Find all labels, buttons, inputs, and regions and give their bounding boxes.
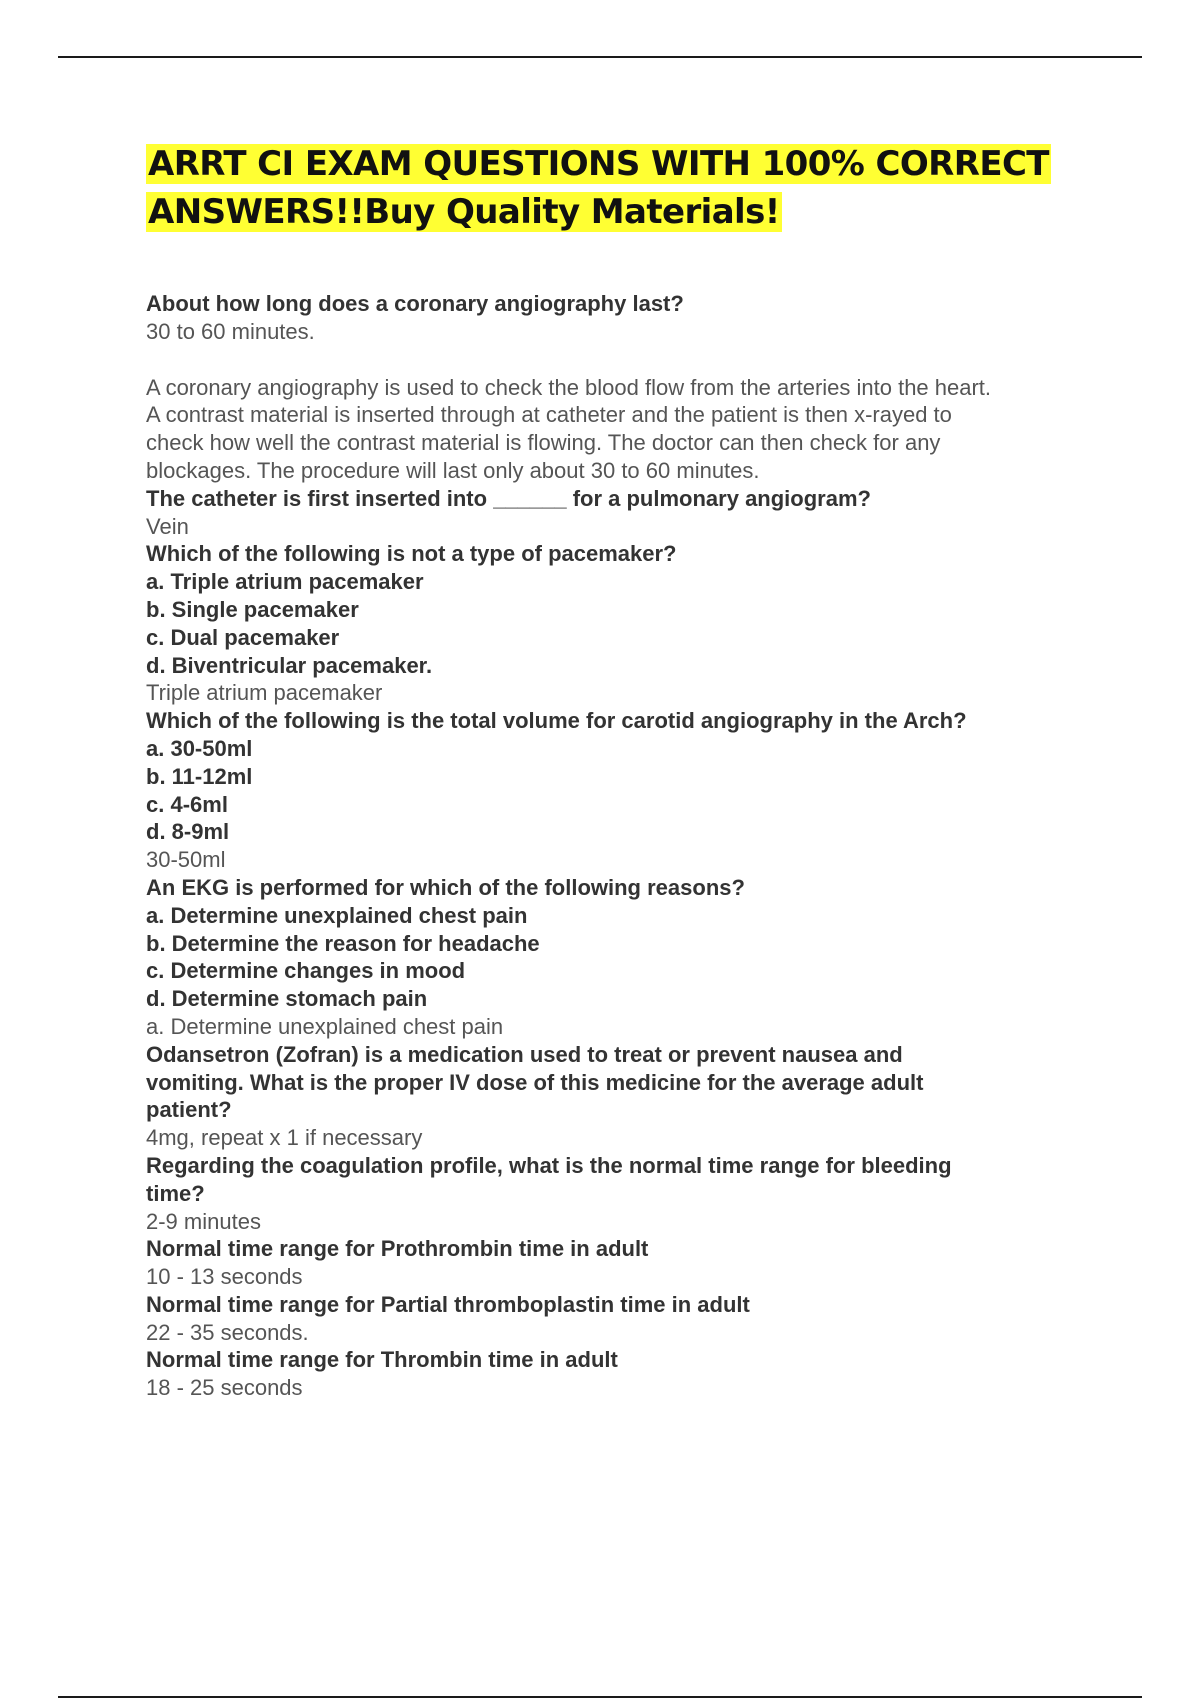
question-text: About how long does a coronary angiography last? [146,291,684,316]
explanation-line: A contrast material is inserted through at catheter and the patient is then x-rayed to [146,402,952,428]
qa-item [146,1291,1106,1347]
question-line: c. Determine changes in mood [146,958,466,984]
question-line: vomiting. What is the proper IV dose of this medicine for the average adult [146,1069,924,1095]
answer-text: 30 to 60 minutes. [146,318,315,344]
answer-text: Triple atrium pacemaker [146,680,383,706]
paragraph-gap [146,346,1106,374]
question-line: a. 30-50ml [146,735,253,761]
question-text: Normal time range for Partial thromboplastin time in adult [146,1291,750,1317]
document-title [146,140,1106,236]
question-line: c. 4-6ml [146,791,228,817]
explanation-line: A coronary angiography is used to check the blood flow from the arteries into the heart. [146,374,992,400]
question-line: d. Determine stomach pain [146,986,428,1012]
question-line: a. Determine unexplained chest pain [146,902,528,928]
explanation-line: blockages. The procedure will last only about 30 to 60 minutes. [146,457,760,483]
question-line: d. Biventricular pacemaker. [146,652,433,678]
qa-item [146,540,1106,707]
qa-item [146,874,1106,1041]
question-line: b. 11-12ml [146,763,253,789]
header-rule [58,56,1142,58]
qa-item [146,707,1106,874]
answer-text: 22 - 35 seconds. [146,1319,309,1345]
answer-text: Vein [146,513,189,539]
question-text: Which of the following is the total volume for carotid angiography in the Arch? [146,708,967,734]
question-text: The catheter is first inserted into ______ for a pulmonary angiogram? [146,485,871,511]
qa-item [146,485,1106,541]
qa-list [146,290,1106,1402]
answer-text: 18 - 25 seconds [146,1375,303,1401]
answer-text: a. Determine unexplained chest pain [146,1013,504,1039]
question-line: a. Triple atrium pacemaker [146,569,424,595]
question-line: b. Determine the reason for headache [146,930,540,956]
question-line: d. 8-9ml [146,819,230,845]
question-text: An EKG is performed for which of the following reasons? [146,874,745,900]
answer-text: 30-50ml [146,847,226,873]
qa-item [146,290,1106,485]
qa-item [146,1152,1106,1235]
question-line: c. Dual pacemaker [146,624,340,650]
explanation-line: check how well the contrast material is flowing. The doctor can then check for any [146,430,941,456]
answer-text: 2-9 minutes [146,1208,261,1234]
question-text: Normal time range for Prothrombin time in adult [146,1236,649,1262]
qa-item [146,1346,1106,1402]
answer-text: 10 - 13 seconds [146,1264,303,1290]
question-line: time? [146,1180,205,1206]
footer-rule [58,1696,1142,1698]
question-line: b. Single pacemaker [146,596,359,622]
answer-text: 4mg, repeat x 1 if necessary [146,1125,423,1151]
qa-item [146,1041,1106,1152]
title-line-1: ARRT CI EXAM QUESTIONS WITH 100% CORRECT [148,144,1049,184]
question-text: Normal time range for Thrombin time in adult [146,1347,618,1373]
title-line-2: ANSWERS!!Buy Quality Materials! [148,192,780,232]
question-text: Regarding the coagulation profile, what is the normal time range for bleeding [146,1152,952,1178]
question-line: patient? [146,1097,232,1123]
question-text: Which of the following is not a type of pacemaker? [146,541,677,567]
qa-item [146,1235,1106,1291]
question-text: Odansetron (Zofran) is a medication used to treat or prevent nausea and [146,1041,903,1067]
page-content [146,140,1106,1402]
